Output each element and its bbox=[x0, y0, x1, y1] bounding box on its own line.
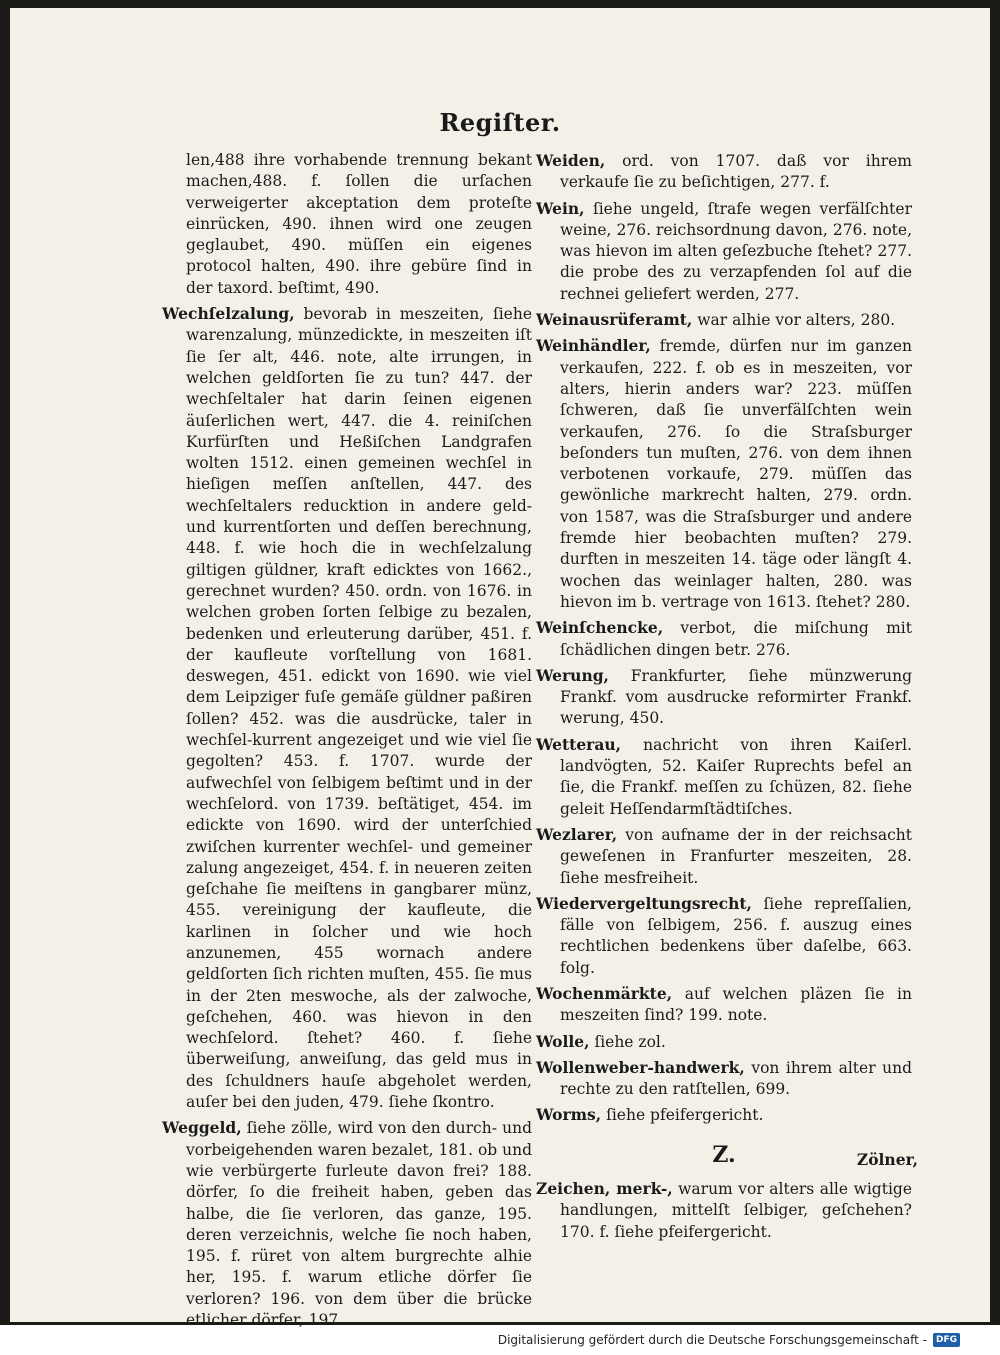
index-lemma: Wein, bbox=[536, 198, 585, 218]
index-entry-text: ſiehe ungeld, ſtrafe wegen verfälſchter weine, 276. reichsordnung davon, 276. note, was hievon im alten geſezbuche ſtehet? 277. die probe des zu verzapfenden ſol auf die rechnei geliefert werden, 277. bbox=[560, 199, 912, 303]
index-entry bbox=[536, 617, 912, 661]
index-entry-text: ſiehe repreſſalien, fälle von ſelbigem, 256. f. auszug eines rechtlichen bedenkens über daſelbe, 663. folg. bbox=[560, 894, 912, 977]
index-entry-text: ord. von 1707. daß vor ihrem verkaufe ſie zu beſichtigen, 277. f. bbox=[560, 152, 912, 192]
index-entry bbox=[536, 983, 912, 1027]
index-entry bbox=[536, 1031, 912, 1053]
index-entry bbox=[536, 1104, 912, 1126]
index-entry bbox=[536, 665, 912, 730]
index-entry bbox=[536, 1178, 912, 1243]
index-lemma: Weinhändler, bbox=[536, 336, 651, 356]
index-lemma: Werung, bbox=[536, 665, 609, 685]
index-entry bbox=[536, 309, 912, 331]
index-entry bbox=[536, 150, 912, 194]
dfg-logo: DFG bbox=[933, 1333, 960, 1347]
index-entry-text: auf welchen pläzen ſie in meszeiten ſind? 199. note. bbox=[560, 984, 912, 1025]
index-entry-text: fremde, dürfen nur im ganzen verkaufen, 222. f. ob es in meszeiten, vor alters, hierin anders war? 223. müſſen ſchweren, daß ſie unverfälſchten wein verkaufen, 276. ſo die Straſsburger beſonders tun muſten, 276. von dem ihnen verbotenen vorkaufe, 279. müſſen das gewönliche markrecht halten, 279. ordn. von 1587, was die Straſsburger und andere fremde hier beobachten muſten? 279. durften in meszeiten 14. täge oder längſt 4. wochen das weinlager halten, 280. was hievon im b. vertrage von 1613. ſtehet? 280. bbox=[560, 337, 912, 611]
index-entry bbox=[536, 198, 912, 305]
index-lemma: Wollenweber-handwerk, bbox=[536, 1057, 745, 1077]
index-entry-text: ſiehe zol. bbox=[589, 1032, 666, 1051]
index-lemma: Wetterau, bbox=[536, 734, 622, 754]
right-column bbox=[536, 150, 912, 1247]
index-entry-text: von ihrem alter und rechte zu den ratſtellen, 699. bbox=[560, 1058, 912, 1099]
footer bbox=[498, 1333, 960, 1347]
index-lemma: Weggeld, bbox=[162, 1118, 242, 1138]
index-lemma: Worms, bbox=[536, 1105, 602, 1125]
index-entry-text: von aufname der in der reichsacht geweſenen in Franfurter meszeiten, 28. ſiehe mesfreiheit. bbox=[560, 825, 912, 887]
index-entry bbox=[162, 303, 532, 1113]
index-lemma: Wolle, bbox=[536, 1031, 590, 1051]
index-entry-text: verbot, die miſchung mit ſchädlichen dingen betr. 276. bbox=[560, 619, 912, 659]
index-lemma: Weinausrüferamt, bbox=[536, 310, 693, 330]
index-entry bbox=[162, 1117, 532, 1331]
letter-heading: Z. bbox=[712, 1141, 736, 1168]
index-entry-text: ſiehe zölle, wird von den durch- und vorbeigehenden waren bezalet, 181. ob und wie verbürgerte furleute davon frei? 188. dörfer, ſo die freiheit haben, geben das halbe, die ſie verloren, das ganze, 195. deren verzeichnis, welche ſie noch haben, 195. f. rüret von altem burgrechte alhie her, 195. f. warum etliche dörfer ſie verloren? 196. von dem über die brücke etlicher dörfer, 197. bbox=[186, 1119, 533, 1330]
index-entry bbox=[536, 1057, 912, 1101]
index-entry-text: nachricht von ihren Kaiſerl. landvögten, 52. Kaiſer Ruprechts befel an ſie, die Frankf. meſſen zu ſchüzen, 82. ſiehe geleit Heſſendarmſtädtiſches. bbox=[560, 735, 912, 818]
index-entry bbox=[536, 893, 912, 979]
index-lemma: Weinſchencke, bbox=[536, 618, 664, 638]
catchword: Zölner, bbox=[856, 1150, 918, 1169]
index-entry-text: ſiehe pfeifergericht. bbox=[601, 1106, 764, 1125]
index-entry-text: len,488 ihre vorhabende trennung bekant machen,488. f. ſollen die urſachen verweigerter akceptation dem proteſte einrücken, 490. ihnen wird one zeugen geglaubet, 490. müſſen ein eigenes protocol halten, 490. ihre gebüre ſind in der taxord. beſtimt, 490. bbox=[186, 151, 532, 297]
footer-text: Digitalisierung gefördert durch die Deutsche Forschungsgemeinschaft - bbox=[497, 1333, 927, 1347]
index-entry-text: bevorab in meszeiten, ſiehe warenzalung, münzedickte, in meszeiten iſt ſie ſer alt, 446. note, alte irrungen, in welchen geldſorten ſie zu tun? 447. der wechſeltaler hat darin ſeinen eigenen äuſerlichen wert, 447. die 4. reiniſchen Kurfürſten und Heßiſchen Landgrafen wolten 1512. einen gemeinen wechſel in hieſigen meſſen anſtellen, 447. des wechſeltalers reducktion in andere geld- und kurrentſorten und deſſen berechnung, 448. f. wie hoch die in wechſelzalung giltigen güldner, kraft edicktes von 1662., gerechnet wurden? 450. ordn. von 1676. in welchen groben ſorten ſelbige zu bezalen, bedenken und erleuterung darüber, 451. f. der kaufleute vorſtellung von 1681. deswegen, 451. edickt von 1690. wie viel dem Leipziger fuſe gemäſe güldner paßiren ſollen? 452. was die ausdrücke, taler in wechſel-kurrent angezeiget und wie viel ſie gegolten? 453. f. 1707. wurde der aufwechſel von ſelbigem beſtimt und in der wechſelord. von 1739. beſtätiget, 454. im edickte von 1690. wird der unterſchied zwiſchen kurrenter wechſel- und gemeiner zalung angezeiget, 454. f. in neueren zeiten geſchahe ſie meiſtens in gangbarer münz, 455. vereinigung der kaufleute, die karlinen in ſolcher und wie hoch anzunemen, 455 wornach andere geldſorten ſich richten muſten, 455. ſie mus in der 2ten meswoche, als der zalwoche, geſchehen, 460. was hievon in den wechſelord. ſtehet? 460. f. ſiehe überweiſung, anweiſung, das geld mus in des ſchuldners hauſe abgeholet werden, auſer bei den juden, 479. ſiehe ſkontro. bbox=[186, 305, 532, 1112]
index-lemma: Zeichen, merk-, bbox=[536, 1179, 673, 1199]
index-entry-text: Frankfurter, ſiehe münzwerung Frankf. vom ausdrucke reformirter Frankf. werung, 450. bbox=[560, 666, 912, 728]
index-entry bbox=[536, 335, 912, 613]
index-lemma: Weiden, bbox=[536, 151, 606, 170]
index-entry-text: warum vor alters alle wigtige handlungen, mittelſt ſelbiger, geſchehen? 170. f. ſiehe pfeifergericht. bbox=[560, 1180, 912, 1241]
index-entry bbox=[162, 150, 532, 299]
index-lemma: Wechſelzalung, bbox=[162, 304, 295, 324]
index-entry-text: war alhie vor alters, 280. bbox=[692, 311, 896, 330]
page-title: Regiſter. bbox=[439, 108, 561, 137]
index-lemma: Wezlarer, bbox=[536, 824, 618, 844]
index-lemma: Wochenmärkte, bbox=[536, 983, 673, 1003]
left-column bbox=[162, 150, 532, 1335]
index-entry bbox=[536, 734, 912, 820]
index-entry bbox=[536, 824, 912, 889]
index-lemma: Wiedervergeltungsrecht, bbox=[536, 893, 752, 913]
